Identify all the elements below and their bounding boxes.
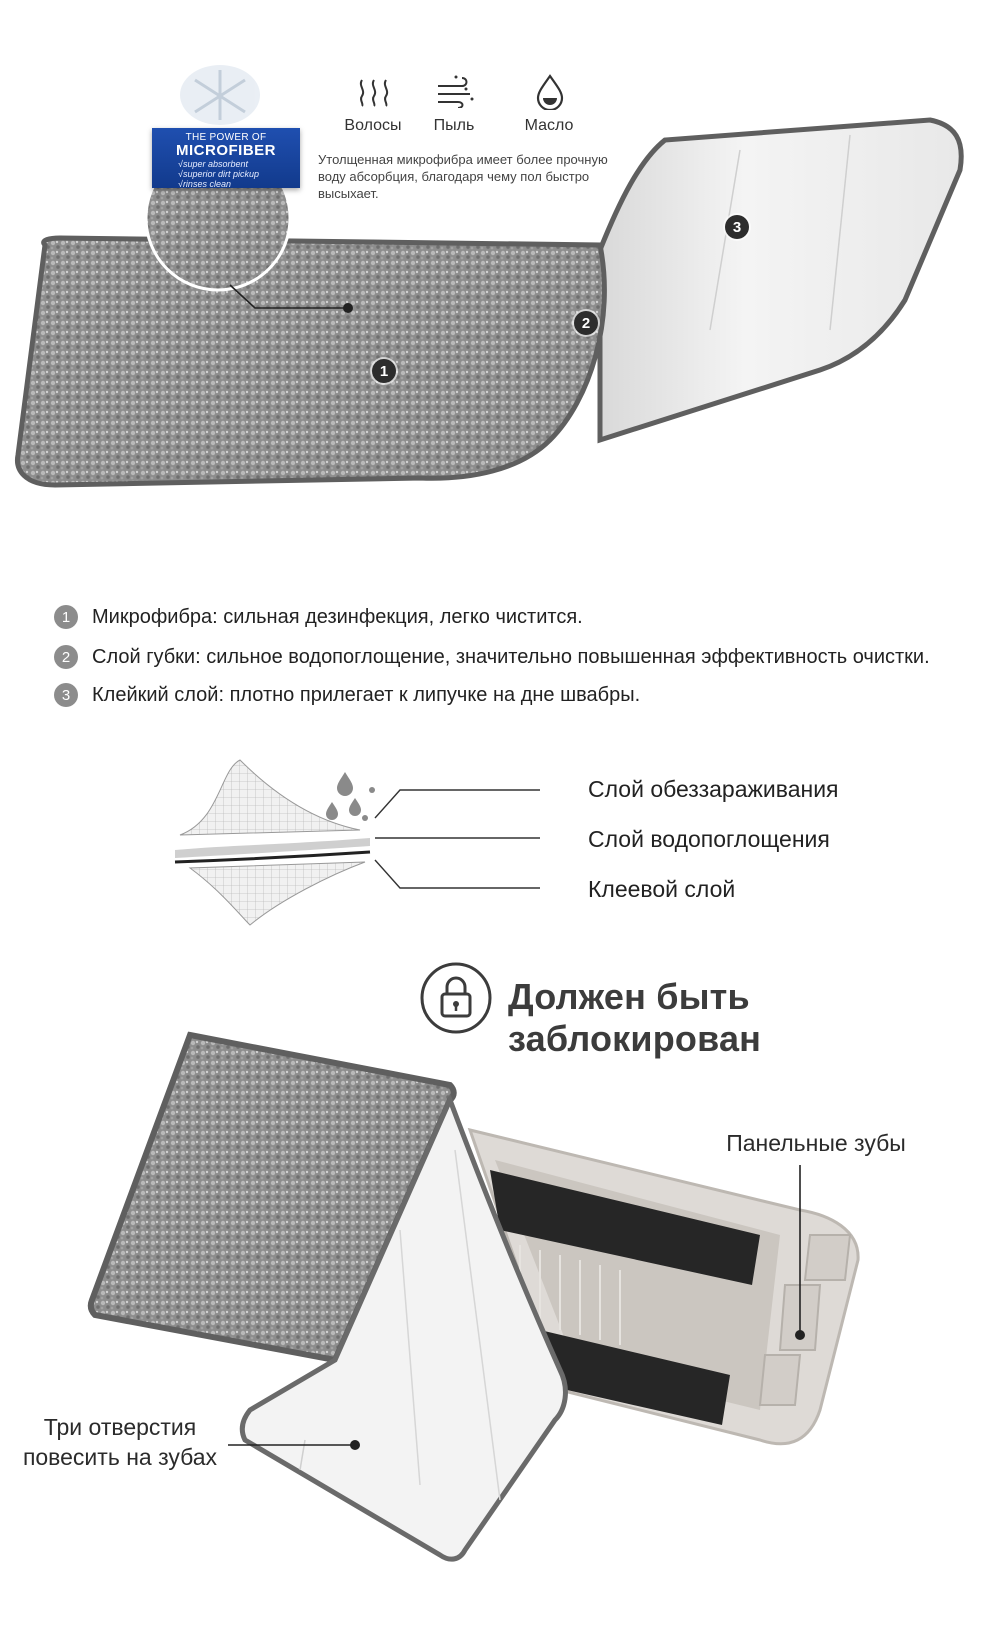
microfiber-badge-item: √rinses clean (178, 179, 231, 189)
fiber-splash-icon (180, 65, 260, 125)
lock-icon (418, 960, 494, 1036)
layer-label-absorption: Слой водопоглощения (588, 826, 830, 852)
pad-back-white (600, 120, 961, 440)
microfiber-badge-small: THE POWER OF (185, 132, 267, 143)
mop-panel-illustration (0, 1030, 1000, 1610)
feature-text: Клейкий слой: плотно прилегает к липучке на дне швабры. (92, 683, 641, 706)
three-holes-line2: повесить на зубах (22, 1444, 218, 1470)
oil-label: Масло (524, 117, 574, 134)
water-drops-icon (326, 772, 375, 821)
microfiber-description: Утолщенная микрофибра имеет более прочную воду абсорбция, благодаря чему пол быстро высыхает. (318, 152, 608, 201)
feature-item-3 (54, 683, 640, 707)
microfiber-badge (152, 128, 300, 188)
pad-badge-2: 2 (574, 311, 598, 335)
panel-teeth-label: Панельные зубы (726, 1130, 906, 1156)
dust-label: Пыль (433, 117, 475, 134)
oil-drop-icon (535, 74, 565, 110)
hair-label: Волосы (344, 117, 402, 134)
layers-illustration (160, 750, 580, 940)
feature-item-1 (54, 605, 583, 629)
microfiber-badge-item: √superior dirt pickup (178, 169, 259, 179)
layer-label-disinfection: Слой обеззараживания (588, 776, 839, 802)
pad-badge-3: 3 (725, 215, 749, 239)
microfiber-badge-title: MICROFIBER (176, 142, 276, 159)
three-holes-label (20, 1412, 220, 1472)
feature-number: 1 (54, 605, 78, 629)
microfiber-badge-list (152, 159, 300, 189)
microfiber-badge-item: √super absorbent (178, 159, 248, 169)
three-holes-line1: Три отверстия (43, 1414, 197, 1440)
lock-title: Должен быть заблокирован (508, 976, 762, 1059)
pad-front-microfiber (17, 238, 604, 485)
hair-icon (356, 78, 392, 108)
mop-pad-illustration (0, 0, 1000, 520)
feature-item-2 (54, 645, 930, 669)
feature-text: Микрофибра: сильная дезинфекция, легко чистится. (92, 605, 583, 628)
dust-icon (436, 74, 476, 108)
feature-number: 3 (54, 683, 78, 707)
pad-badge-1: 1 (372, 359, 396, 383)
feature-text: Слой губки: сильное водопоглощение, значительно повышенная эффективность очистки. (92, 645, 930, 668)
layer-label-adhesive: Клеевой слой (588, 876, 736, 902)
feature-number: 2 (54, 645, 78, 669)
